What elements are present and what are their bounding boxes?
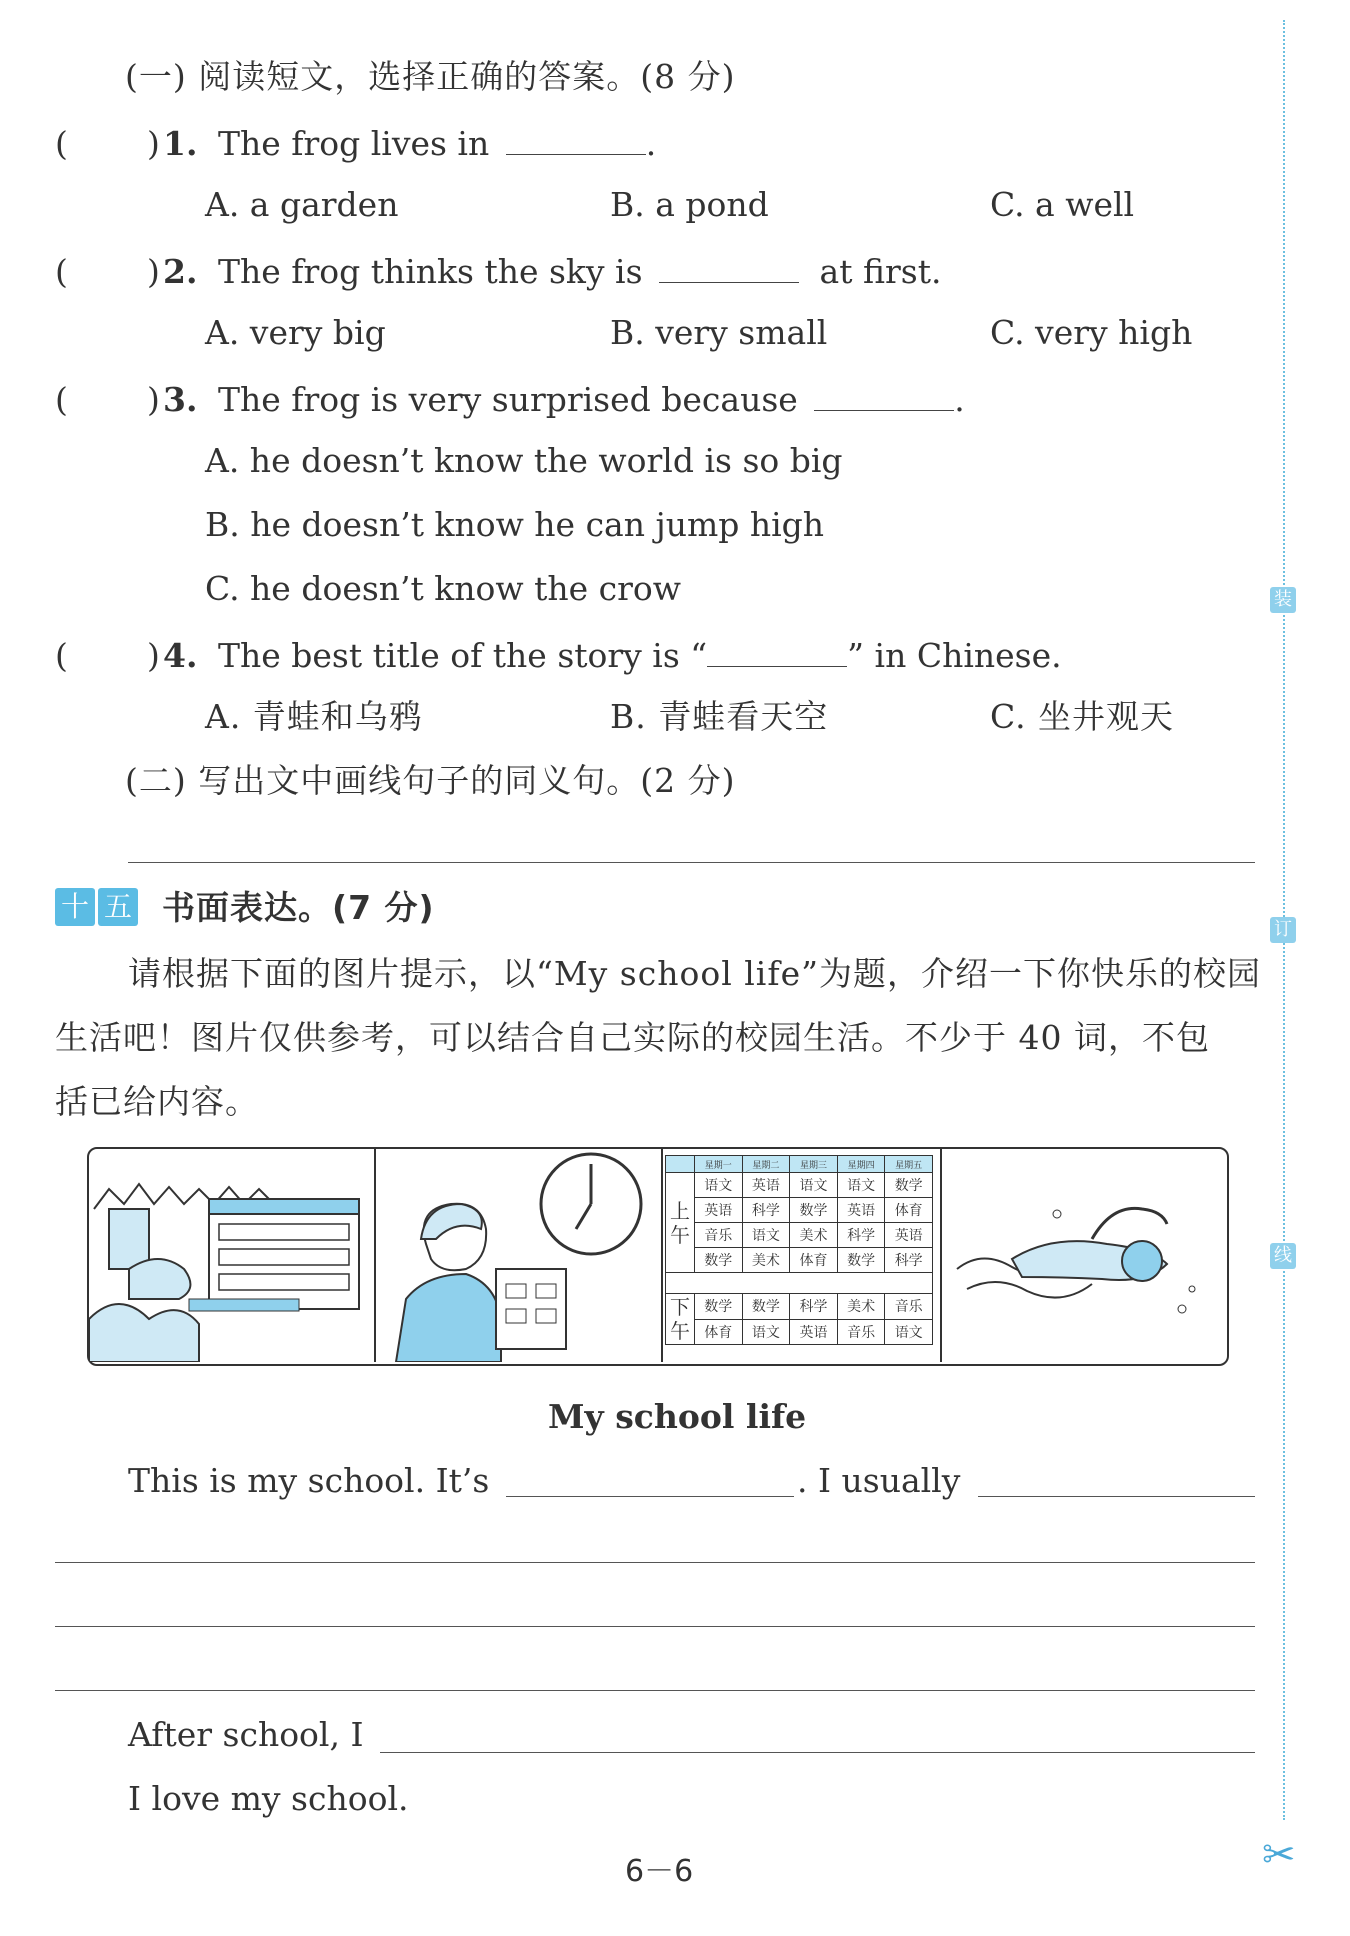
option: A. he doesn’t know the world is so big bbox=[205, 441, 843, 480]
answer-blank[interactable] bbox=[659, 252, 799, 283]
answer-blank[interactable] bbox=[814, 380, 954, 411]
option: C. very high bbox=[990, 313, 1193, 352]
composition-title: My school life bbox=[548, 1397, 807, 1436]
question-stem-end: at first. bbox=[819, 252, 942, 291]
page-number: 6－6 bbox=[625, 1854, 694, 1889]
closing-line: I love my school. bbox=[128, 1779, 409, 1818]
timetable-cell: 音乐 bbox=[695, 1223, 743, 1248]
timetable-cell: 美术 bbox=[837, 1294, 885, 1320]
option: C. a well bbox=[990, 185, 1135, 224]
writing-title: 书面表达。(7 分) bbox=[162, 888, 435, 927]
instruction-line: 请根据下面的图片提示，以“My school life”为题，介绍一下你快乐的校园 bbox=[128, 954, 1261, 993]
answer-paren-open: ( bbox=[55, 380, 68, 419]
question-stem-end: ” in Chinese. bbox=[847, 636, 1062, 675]
timetable-cell: 英语 bbox=[837, 1198, 885, 1223]
timetable-cell: 数学 bbox=[885, 1173, 933, 1198]
scissors-icon: ✂ bbox=[1262, 1832, 1296, 1878]
timetable-day: 星期四 bbox=[837, 1156, 885, 1173]
option: B. very small bbox=[610, 313, 828, 352]
timetable-cell: 美术 bbox=[742, 1248, 790, 1273]
composition-line-start: This is my school. It’s bbox=[128, 1461, 490, 1500]
margin-label: 线 bbox=[1270, 1243, 1296, 1269]
answer-line[interactable] bbox=[128, 862, 1255, 863]
am-label: 上 bbox=[670, 1198, 690, 1223]
question-stem: The frog is very surprised because bbox=[217, 380, 798, 419]
question-stem: The best title of the story is “ bbox=[217, 636, 708, 675]
timetable-day: 星期一 bbox=[695, 1156, 743, 1173]
answer-line[interactable] bbox=[978, 1496, 1255, 1497]
timetable-cell: 数学 bbox=[695, 1248, 743, 1273]
synonym-title: (二) 写出文中画线句子的同义句。(2 分) bbox=[125, 761, 736, 800]
answer-line[interactable] bbox=[55, 1690, 1255, 1691]
question-stem: The frog lives in bbox=[217, 124, 490, 163]
margin-label: 订 bbox=[1270, 917, 1296, 943]
question-number: 1. bbox=[163, 124, 198, 163]
timetable-cell: 音乐 bbox=[885, 1294, 933, 1320]
pm-label: 下 bbox=[670, 1295, 690, 1319]
composition-line-mid: . I usually bbox=[797, 1461, 961, 1500]
boy-clock-illustration bbox=[376, 1149, 661, 1362]
option: A. very big bbox=[205, 313, 386, 352]
timetable-cell: 英语 bbox=[885, 1223, 933, 1248]
timetable-cell: 科学 bbox=[790, 1294, 838, 1320]
answer-paren-close: ) bbox=[147, 380, 160, 419]
timetable-cell: 科学 bbox=[885, 1248, 933, 1273]
timetable-cell: 数学 bbox=[837, 1248, 885, 1273]
instruction-line: 生活吧！图片仅供参考，可以结合自己实际的校园生活。不少于 40 词，不包 bbox=[55, 1018, 1210, 1057]
question-number: 2. bbox=[163, 252, 198, 291]
question-stem: The frog thinks the sky is bbox=[217, 252, 643, 291]
after-school-line: After school, I bbox=[128, 1715, 364, 1754]
timetable-cell: 语文 bbox=[837, 1173, 885, 1198]
timetable-cell: 英语 bbox=[695, 1198, 743, 1223]
option: B. 青蛙看天空 bbox=[610, 697, 829, 736]
answer-line[interactable] bbox=[55, 1562, 1255, 1563]
timetable-cell: 数学 bbox=[742, 1294, 790, 1320]
option: B. a pond bbox=[610, 185, 769, 224]
answer-paren-open: ( bbox=[55, 252, 68, 291]
panel-divider bbox=[661, 1149, 663, 1362]
timetable-cell: 语文 bbox=[695, 1173, 743, 1198]
timetable-cell: 体育 bbox=[695, 1319, 743, 1345]
section-badge: 十 bbox=[55, 888, 95, 926]
option: A. 青蛙和乌鸦 bbox=[205, 697, 423, 736]
am-label: 午 bbox=[670, 1222, 690, 1247]
answer-blank[interactable] bbox=[506, 124, 646, 155]
question-number: 4. bbox=[163, 636, 198, 675]
answer-paren-close: ) bbox=[147, 124, 160, 163]
option: A. a garden bbox=[205, 185, 399, 224]
answer-paren-close: ) bbox=[147, 636, 160, 675]
section-title: (一) 阅读短文，选择正确的答案。(8 分) bbox=[125, 57, 736, 96]
school-building-illustration bbox=[89, 1149, 374, 1362]
timetable-cell: 语文 bbox=[885, 1319, 933, 1345]
answer-paren-close: ) bbox=[147, 252, 160, 291]
timetable-day: 星期五 bbox=[885, 1156, 933, 1173]
question-stem-end: . bbox=[954, 380, 965, 419]
timetable-cell: 数学 bbox=[695, 1294, 743, 1320]
timetable-cell: 英语 bbox=[790, 1319, 838, 1345]
timetable-day: 星期二 bbox=[742, 1156, 790, 1173]
answer-paren-open: ( bbox=[55, 636, 68, 675]
margin-label: 装 bbox=[1270, 587, 1296, 613]
timetable-cell: 科学 bbox=[837, 1223, 885, 1248]
timetable-cell: 音乐 bbox=[837, 1319, 885, 1345]
question-number: 3. bbox=[163, 380, 198, 419]
timetable-cell: 语文 bbox=[742, 1319, 790, 1345]
timetable-cell: 体育 bbox=[790, 1248, 838, 1273]
option: C. 坐井观天 bbox=[990, 697, 1175, 736]
timetable-cell: 英语 bbox=[742, 1173, 790, 1198]
timetable-day: 星期三 bbox=[790, 1156, 838, 1173]
section-badge: 五 bbox=[98, 888, 138, 926]
answer-blank[interactable] bbox=[707, 636, 847, 667]
timetable-cell: 美术 bbox=[790, 1223, 838, 1248]
timetable bbox=[665, 1155, 933, 1355]
timetable-cell: 语文 bbox=[742, 1223, 790, 1248]
timetable-cell: 数学 bbox=[790, 1198, 838, 1223]
answer-line[interactable] bbox=[55, 1626, 1255, 1627]
answer-line[interactable] bbox=[380, 1752, 1255, 1753]
swimmer-illustration bbox=[942, 1149, 1222, 1362]
timetable-cell: 体育 bbox=[885, 1198, 933, 1223]
option: C. he doesn’t know the crow bbox=[205, 569, 682, 608]
option: B. he doesn’t know he can jump high bbox=[205, 505, 825, 544]
answer-line[interactable] bbox=[506, 1496, 794, 1497]
answer-paren-open: ( bbox=[55, 124, 68, 163]
instruction-line: 括已给内容。 bbox=[55, 1082, 259, 1121]
question-stem-end: . bbox=[645, 124, 657, 163]
timetable-cell: 语文 bbox=[790, 1173, 838, 1198]
pm-label: 午 bbox=[670, 1319, 690, 1343]
timetable-cell: 科学 bbox=[742, 1198, 790, 1223]
